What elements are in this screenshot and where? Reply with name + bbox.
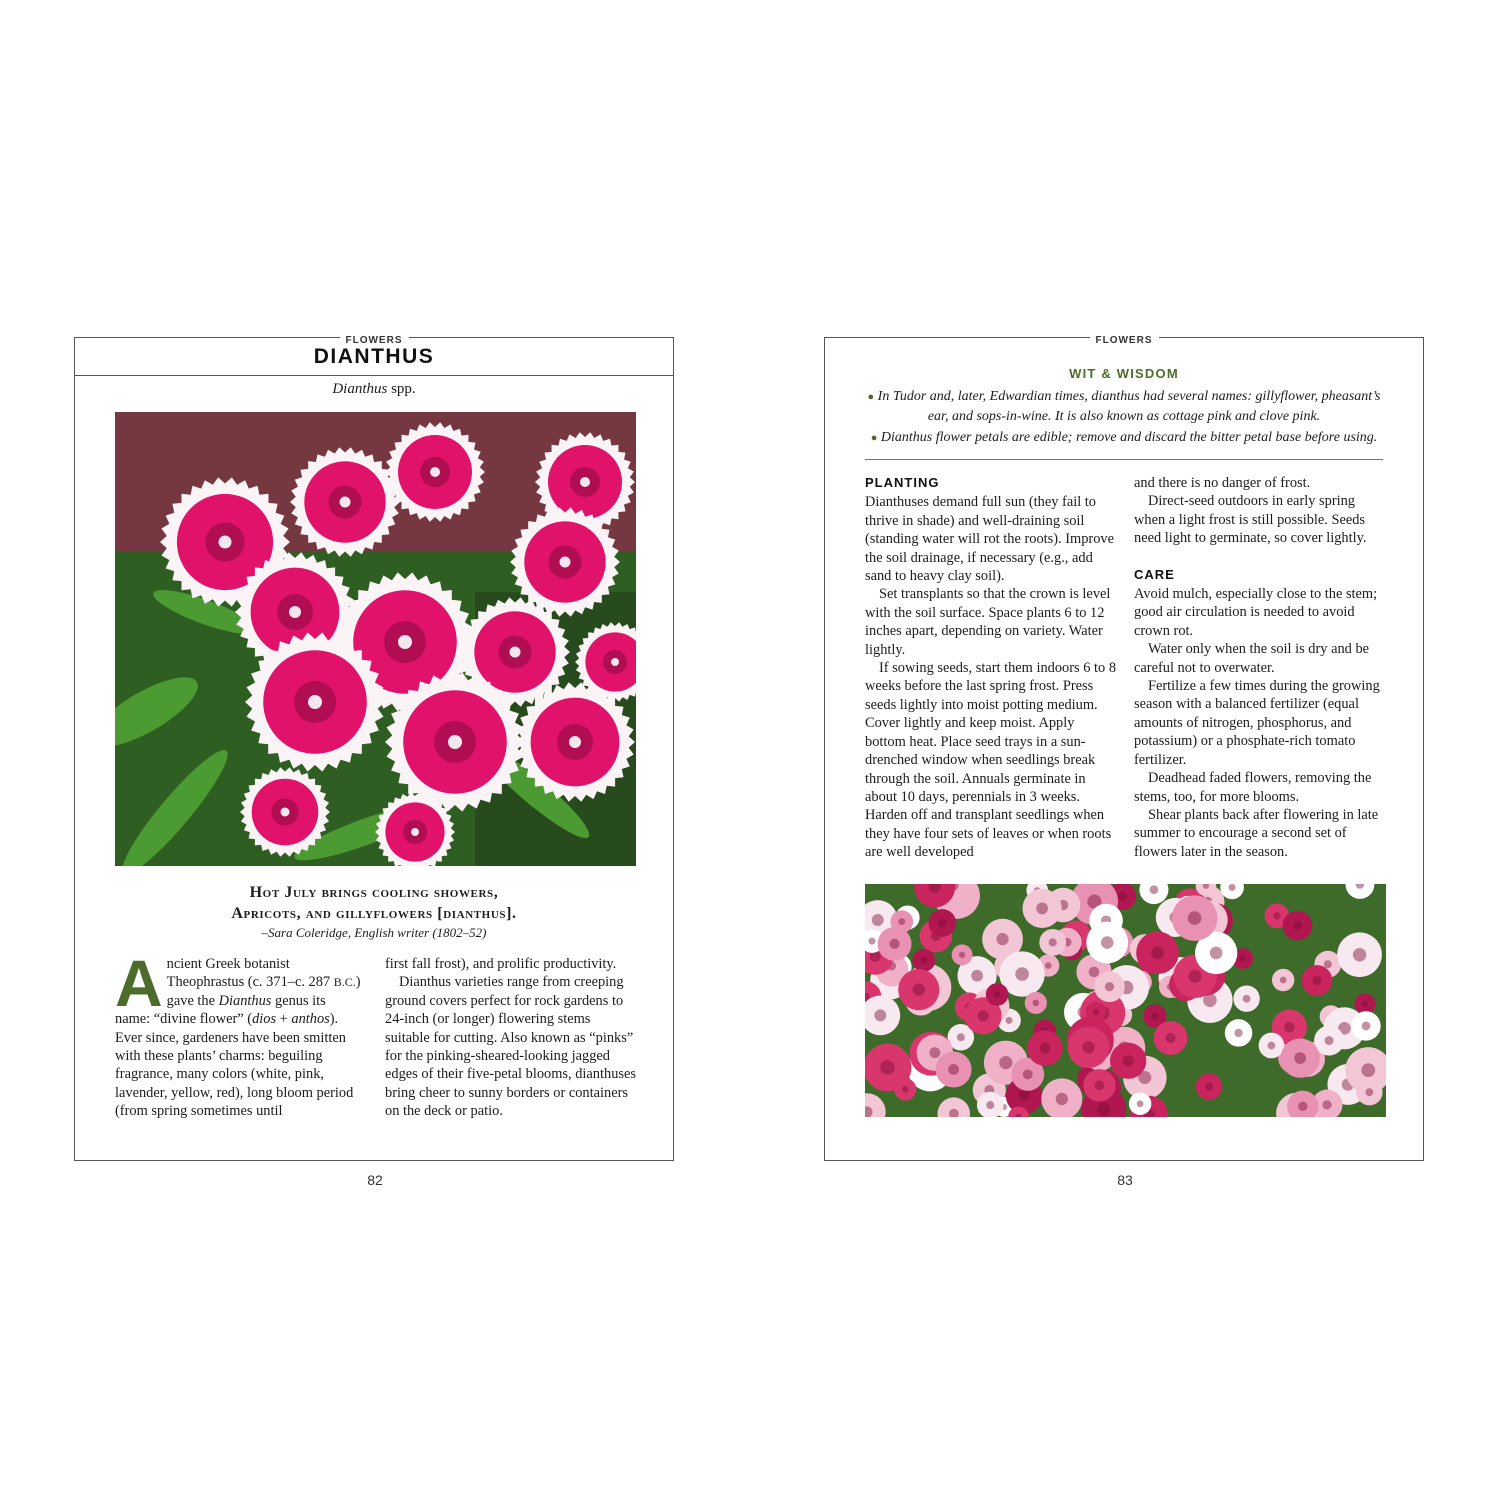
wit-item: ● In Tudor and, later, Edwardian times, dianthus had several names: gillyflower, pheasant’s ear, and sops-in-wine. It is also known as cottage pink and clove pink. — [867, 389, 1381, 424]
intro-text-2: first fall frost), and prolific productivity. — [385, 956, 617, 972]
flower-shape — [1039, 929, 1066, 956]
flower-shape — [1233, 985, 1259, 1011]
flower-shape — [1172, 895, 1217, 940]
quote-attribution: –Sara Coleridge, English writer (1802–52) — [261, 925, 487, 940]
quote-line-1: Hot July brings cooling showers, — [249, 884, 499, 901]
dianthus-closeup-photo — [115, 412, 636, 866]
intro-text-3: Dianthus varieties range from creeping ground covers perfect for rock gardens to 24-inch (or longer) flowering stems suitable for cutting. Also known as “pinks” for the pinking-sheared-looking jagged edges of their five-petal blooms, dianthuses bring cheer to sunny borders or containers on the deck or patio. — [385, 974, 636, 1120]
care-text: Deadhead faded flowers, removing the stems, too, for more blooms. — [1134, 770, 1372, 805]
flower-shape — [1129, 1092, 1152, 1115]
left-page — [74, 337, 674, 1161]
flower-shape — [898, 969, 939, 1010]
intro-column-2 — [385, 955, 637, 1121]
flower-shape — [1259, 1033, 1285, 1059]
flower-shape — [1302, 965, 1333, 996]
care-column — [1134, 474, 1389, 861]
flower-shape — [1110, 1043, 1146, 1079]
planting-text: and there is no danger of frost. — [1134, 475, 1311, 491]
wit-item: ● Dianthus flower petals are edible; remove and discard the bitter petal base before using. — [870, 430, 1378, 445]
flower-shape — [1086, 1002, 1106, 1022]
divider — [865, 459, 1383, 460]
flower-shape — [1196, 1073, 1222, 1099]
flower-shape — [1356, 1079, 1382, 1105]
intro-text-1: Ancient Greek botanist Theophrastus (c. 371–c. 287 B.C.) gave the Dianthus genus its name: “divine flower” (dios + anthos). Ever since, gardeners have been smitten with these plants’ charms: beguiling fragrance, many colors (white, pink, lavender, yellow, red), long bloom period (from spring sometimes until — [115, 946, 361, 1120]
intro-column-1 — [115, 946, 363, 1121]
flower-shape — [890, 910, 913, 933]
flower-shape — [952, 944, 973, 965]
flower-shape — [928, 909, 956, 937]
page-number-right: 83 — [1117, 1172, 1133, 1188]
title-bar — [75, 338, 673, 376]
flower-shape — [878, 927, 912, 961]
page-title: DIANTHUS — [313, 345, 435, 368]
flower-shape — [1083, 1069, 1115, 1101]
flower-shape — [1136, 931, 1179, 974]
care-text: Avoid mulch, especially close to the stem; good air circulation is needed to avoid crown rot. — [1134, 586, 1378, 639]
section-label: FLOWERS — [75, 330, 673, 348]
flower-shape — [1351, 1011, 1380, 1040]
flower-shape — [1154, 1021, 1188, 1055]
wit-wisdom-title: WIT & WISDOM — [1069, 366, 1179, 381]
flower-shape — [912, 949, 935, 972]
bullet-icon: ● — [870, 432, 878, 444]
latin-name: Dianthus spp. — [332, 381, 416, 397]
planting-text: If sowing seeds, start them indoors 6 to 8 weeks before the last spring frost. Press seeds lightly into moist potting medium. Cover lightly and keep moist. Apply bottom heat. Place seed trays in a sun-drenched window when seedlings break through the soil. Annuals germinate in about 10 days, perennials in 3 weeks. Harden off and transplant seedlings when they have four sets of leaves or when roots are well developed — [865, 660, 1117, 861]
flower-shape — [1225, 1019, 1253, 1047]
quote-line-2: Apricots, and gillyflowers [dianthus]. — [231, 905, 517, 922]
flower-shape — [1094, 971, 1125, 1002]
flower-shape — [865, 1044, 911, 1092]
planting-column — [865, 474, 1117, 862]
planting-text: Set transplants so that the crown is level with the soil surface. Space plants 6 to 12 inches apart, depending on variety. Water lightly. — [865, 586, 1111, 658]
flower-shape — [1272, 969, 1294, 991]
flower-shape — [1283, 911, 1313, 941]
wit-wisdom-list — [865, 387, 1383, 450]
flower-shape — [1027, 1030, 1063, 1066]
planting-text: Direct-seed outdoors in early spring when a light frost is still possible. Seeds need light to germinate, so cover lightly. — [1134, 493, 1367, 547]
right-page — [824, 337, 1424, 1161]
section-label: FLOWERS — [825, 330, 1423, 348]
care-text: Fertilize a few times during the growing season with a balanced fertilizer (equal amounts of nitrogen, phosphorus, and potassium) or a phosphate-rich tomato fertilizer. — [1134, 678, 1380, 768]
planting-text: Dianthuses demand full sun (they fail to thrive in shade) and well-draining soil (standing water will rot the roots). Improve the soil drainage, if necessary (e.g., add sand to heavy clay soil). — [865, 494, 1114, 585]
page-number-left: 82 — [367, 1172, 383, 1188]
flower-shape — [1354, 993, 1375, 1014]
flower-shape — [1025, 992, 1047, 1014]
bullet-icon: ● — [867, 391, 875, 403]
flower-shape — [1337, 932, 1382, 977]
flower-shape — [986, 983, 1009, 1006]
planting-heading: PLANTING — [865, 475, 940, 490]
care-heading: CARE — [1134, 566, 1175, 582]
care-text: Shear plants back after flowering in late summer to encourage a second set of flowers later in the season. — [1134, 806, 1379, 860]
quote — [75, 882, 673, 942]
flower-shape — [936, 1051, 972, 1087]
flower-shape — [1314, 1026, 1344, 1056]
flower-shape — [1086, 922, 1128, 964]
flower-shape — [1068, 1027, 1109, 1068]
care-text: Water only when the soil is dry and be careful not to overwater. — [1134, 641, 1370, 676]
flower-shape — [1281, 1038, 1320, 1077]
flower-shape — [1022, 889, 1061, 928]
dianthus-bed-photo — [865, 884, 1386, 1117]
